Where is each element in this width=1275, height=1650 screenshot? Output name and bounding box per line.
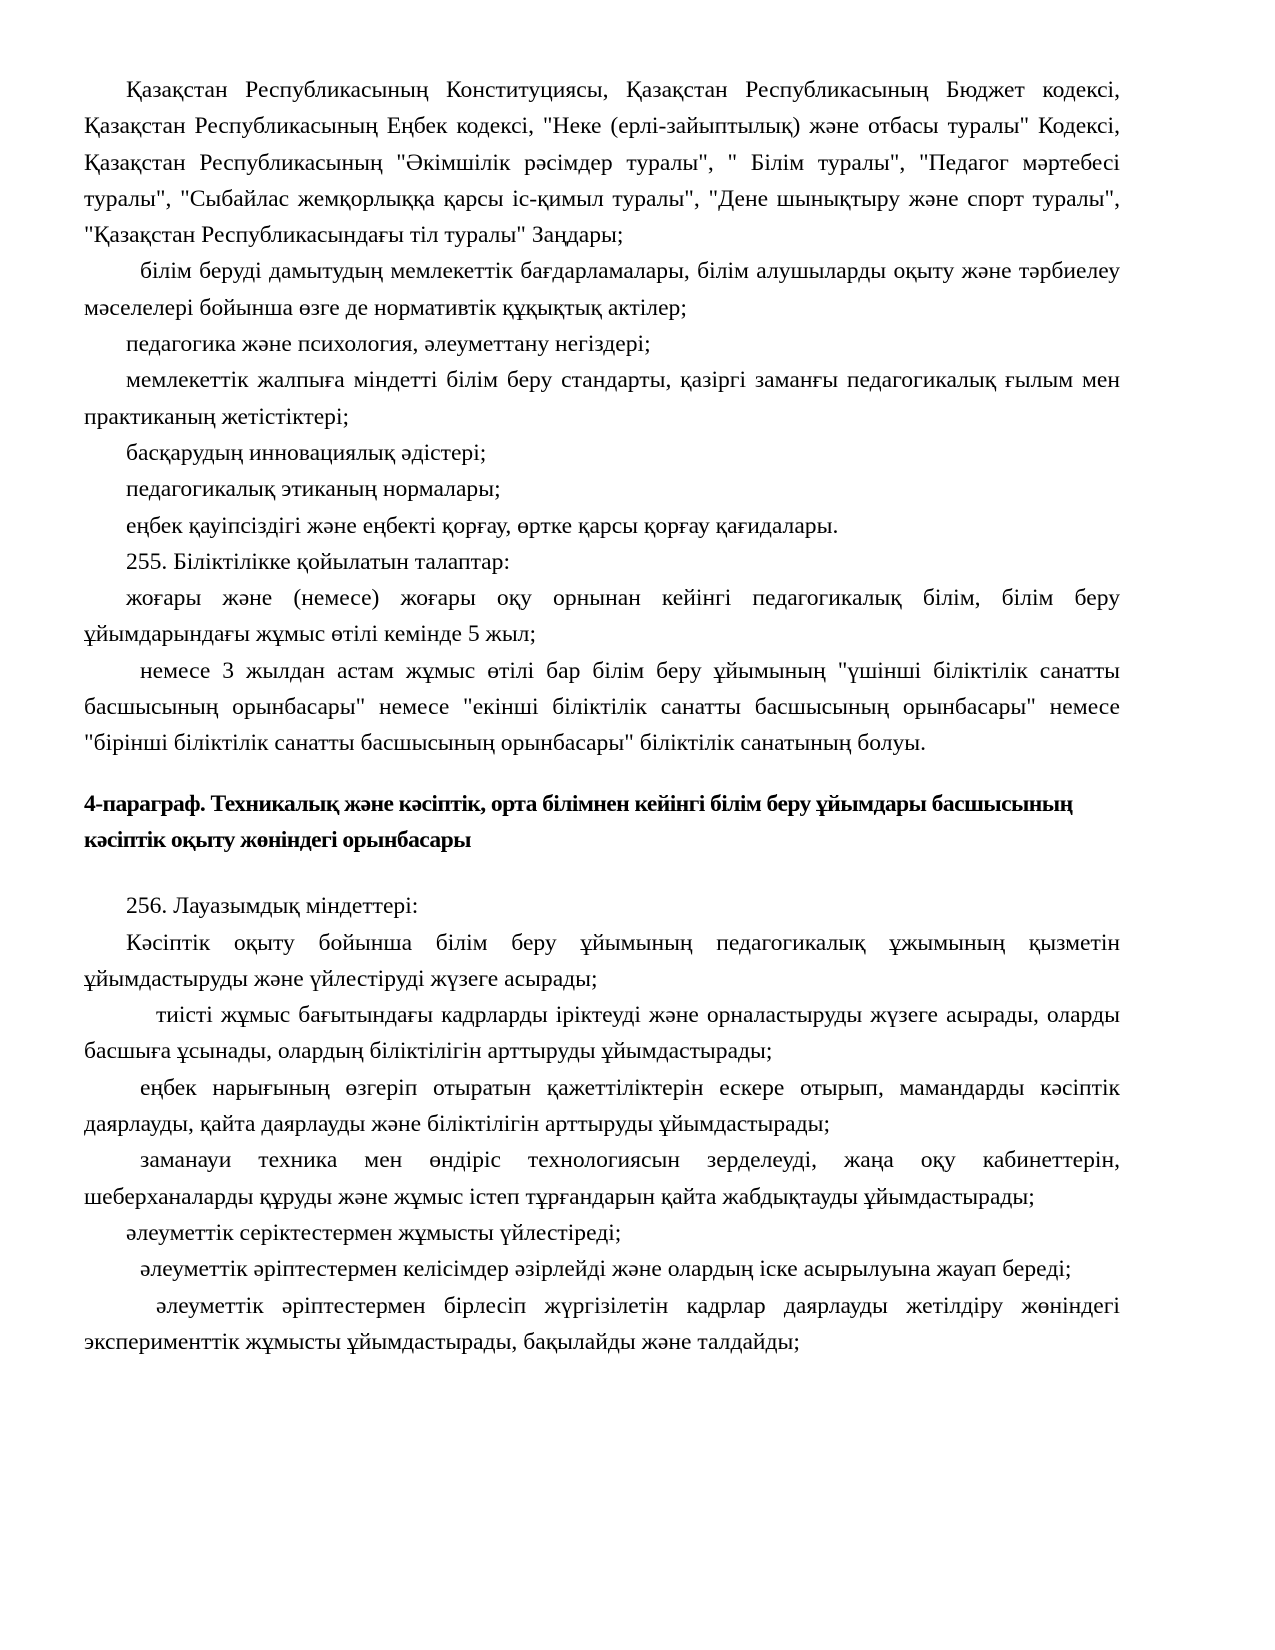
paragraph-higher-education-requirement: жоғары және (немесе) жоғары оқу орнынан кейінгі педагогикалық білім, білім беру ұйымдарындағы жұмыс өтілі кемінде 5 жыл;: [84, 585, 1120, 648]
paragraph-education-standard: мемлекеттік жалпыға міндетті білім беру стандарты, қазіргі заманғы педагогикалық ғылым мен практиканың жетістіктері;: [84, 367, 1120, 430]
clause-256-title: 256. Лауазымдық міндеттері:: [126, 893, 419, 920]
clause-255-title: 255. Біліктілікке қойылатын талаптар:: [126, 548, 510, 575]
paragraph-social-partners-agreements: әлеуметтік әріптестермен келісімдер әзірлейді және олардың іске асырылуына жауап береді;: [140, 1256, 1072, 1283]
paragraph-laws-list: Қазақстан Республикасының Конституциясы, Қазақстан Республикасының Бюджет кодексі, Қазақстан Республикасының Еңбек кодексі, "Неке (ерлі-зайыптылық) және отбасы туралы" Кодексі, Қазақстан Республикасының "Әкімшілік рәсімдер туралы", " Білім туралы", "Педагог мәртебесі туралы", "Сыбайлас жемқорлыққа қарсы іс-қимыл туралы", "Дене шынықтыру және спорт туралы", "Қазақстан Республикасындағы тіл туралы" Заңдары;: [84, 77, 1120, 249]
paragraph-organize-staff-activity: Кәсіптік оқыту бойынша білім беру ұйымының педагогикалық ұжымының қызметін ұйымдастыруды және үйлестіруді жүзеге асырады;: [84, 929, 1120, 992]
paragraph-staff-selection: тиісті жұмыс бағытындағы кадрларды іріктеуді және орналастыруды жүзеге асырады, оларды басшыға ұсынады, олардың біліктілігін арттыруды ұйымдастырады;: [84, 1002, 1120, 1065]
paragraph-experimental-work: әлеуметтік әріптестермен бірлесіп жүргізілетін кадрлар даярлауды жетілдіру жөніндегі эксперименттік жұмысты ұйымдастырады, бақылайды және талдайды;: [84, 1292, 1120, 1355]
paragraph-labor-market-training: еңбек нарығының өзгеріп отыратын қажеттіліктерін ескере отырып, мамандарды кәсіптік даярлауды, қайта даярлауды және біліктілігін арттыруды ұйымдастырады;: [84, 1074, 1120, 1138]
document-page: [84, 72, 1120, 1360]
paragraph-pedagogy-basics: педагогика және психология, әлеуметтану негіздері;: [126, 331, 651, 358]
paragraph-ethics-norms: педагогикалық этиканың нормалары;: [126, 476, 501, 503]
paragraph-modern-technology: заманауи техника мен өндіріс технологиясын зерделеуді, жаңа оқу кабинеттерін, шеберханаларды құруды және жұмыс істеп тұрғандарын қайта жабдықтауды ұйымдастырады;: [84, 1147, 1120, 1210]
paragraph-innovative-methods: басқарудың инновациялық әдістері;: [126, 439, 487, 466]
paragraph-qualification-category: немесе 3 жылдан астам жұмыс өтілі бар білім беру ұйымының "үшінші біліктілік санатты басшысының орынбасары" немесе "екінші біліктілік санатты басшысының орынбасары" немесе "бірінші біліктілік санатты басшысының орынбасары" біліктілік санатының болуы.: [84, 657, 1120, 757]
paragraph-state-programs: білім беруді дамытудың мемлекеттік бағдарламалары, білім алушыларды оқыту және тәрбиелеу мәселелері бойынша өзге де нормативтік құқықтық актілер;: [84, 258, 1120, 321]
section-heading: 4-параграф. Техникалық және кәсіптік, орта білімнен кейінгі білім беру ұйымдары басшысының кәсіптік оқыту жөніндегі орынбасары: [84, 790, 1073, 853]
paragraph-safety-rules: еңбек қауіпсіздігі және еңбекті қорғау, өртке қарсы қорғау қағидалары.: [126, 512, 839, 539]
paragraph-social-partners-coordination: әлеуметтік серіктестермен жұмысты үйлестіреді;: [126, 1219, 622, 1246]
